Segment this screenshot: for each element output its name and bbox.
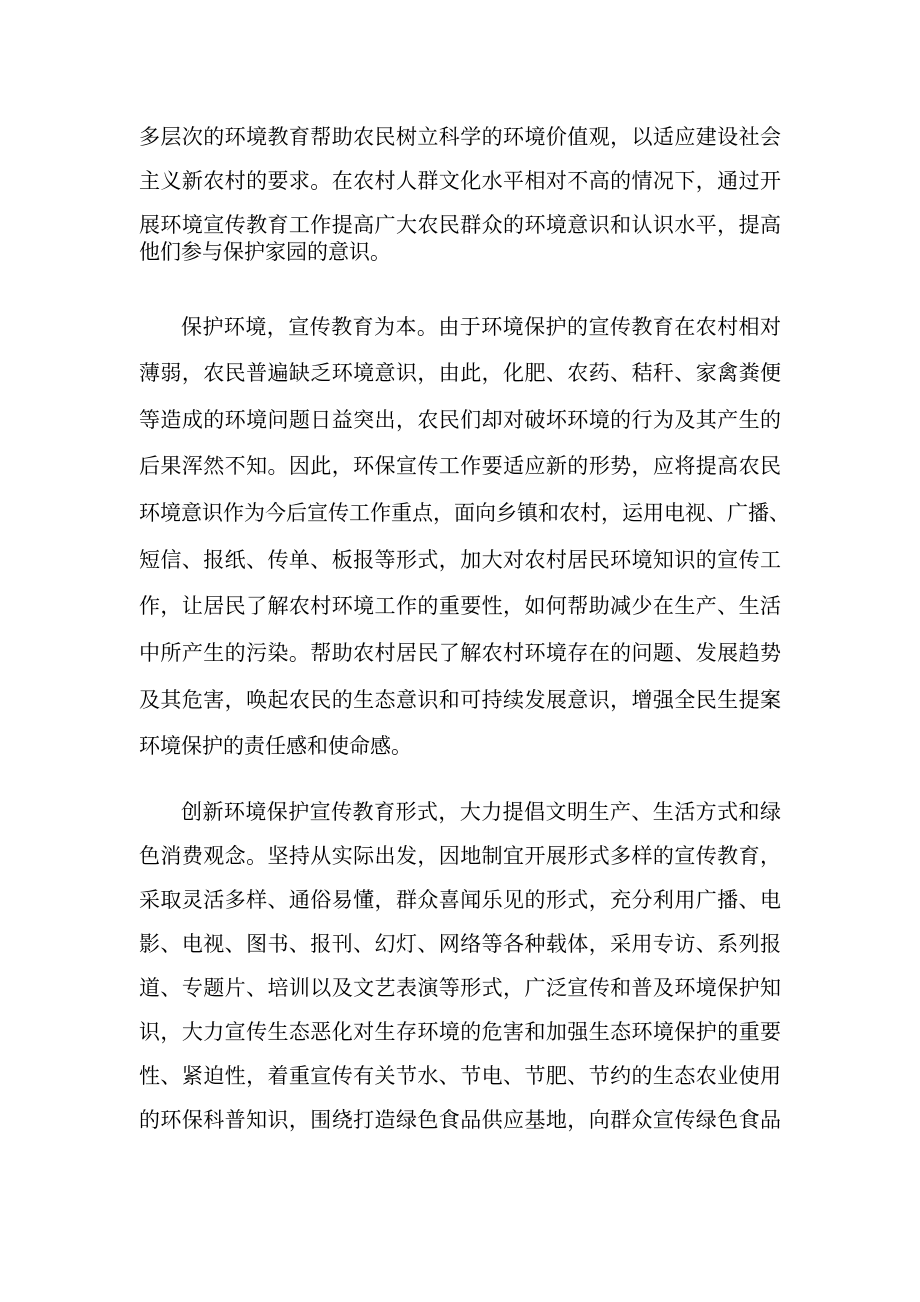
paragraph-2-line-9: 及其危害，唤起农民的生态意识和可持续发展意识，增强全民生提案 bbox=[139, 688, 781, 712]
paragraph-2-line-8: 中所产生的污染。帮助农村居民了解农村环境存在的问题、发展趋势 bbox=[139, 641, 781, 665]
paragraph-2-line-5: 环境意识作为今后宣传工作重点，面向乡镇和农村，运用电视、广播、 bbox=[139, 501, 790, 525]
paragraph-1-line-3: 展环境宣传教育工作提高广大农民群众的环境意识和认识水平，提高 bbox=[139, 213, 781, 237]
paragraph-2-line-2: 薄弱，农民普遍缺乏环境意识，由此，化肥、农药、秸秆、家禽粪便 bbox=[139, 361, 781, 385]
paragraph-1-line-4: 他们参与保护家园的意识。 bbox=[139, 240, 391, 264]
paragraph-3-line-2: 色消费观念。坚持从实际出发，因地制宜开展形式多样的宣传教育， bbox=[139, 844, 781, 868]
paragraph-3-line-7: 性、紧迫性，着重宣传有关节水、节电、节肥、节约的生态农业使用 bbox=[139, 1064, 781, 1088]
paragraph-2-line-6: 短信、报纸、传单、板报等形式，加大对农村居民环境知识的宣传工 bbox=[139, 548, 781, 572]
paragraph-3-line-4: 影、电视、图书、报刊、幻灯、网络等各种载体，采用专访、系列报 bbox=[139, 932, 781, 956]
paragraph-3-line-1: 创新环境保护宣传教育形式，大力提倡文明生产、生活方式和绿 bbox=[181, 800, 781, 824]
paragraph-2-line-7: 作，让居民了解农村环境工作的重要性，如何帮助减少在生产、生活 bbox=[139, 594, 781, 618]
paragraph-1-line-1: 多层次的环境教育帮助农民树立科学的环境价值观，以适应建设社会 bbox=[139, 125, 781, 149]
paragraph-3-line-6: 识，大力宣传生态恶化对生存环境的危害和加强生态环境保护的重要 bbox=[139, 1020, 781, 1044]
paragraph-3-line-3: 采取灵活多样、通俗易懂，群众喜闻乐见的形式，充分利用广播、电 bbox=[139, 888, 781, 912]
paragraph-3-line-8: 的环保科普知识，围绕打造绿色食品供应基地，向群众宣传绿色食品 bbox=[139, 1108, 781, 1132]
paragraph-1-line-2: 主义新农村的要求。在农村人群文化水平相对不高的情况下，通过开 bbox=[139, 169, 781, 193]
paragraph-2-line-10: 环境保护的责任感和使命感。 bbox=[139, 734, 412, 758]
paragraph-2-line-3: 等造成的环境问题日益突出，农民们却对破坏环境的行为及其产生的 bbox=[139, 408, 781, 432]
paragraph-2-line-1: 保护环境，宣传教育为本。由于环境保护的宣传教育在农村相对 bbox=[181, 315, 781, 339]
paragraph-2-line-4: 后果浑然不知。因此，环保宣传工作要适应新的形势，应将提高农民 bbox=[139, 454, 781, 478]
paragraph-3-line-5: 道、专题片、培训以及文艺表演等形式，广泛宣传和普及环境保护知 bbox=[139, 976, 781, 1000]
